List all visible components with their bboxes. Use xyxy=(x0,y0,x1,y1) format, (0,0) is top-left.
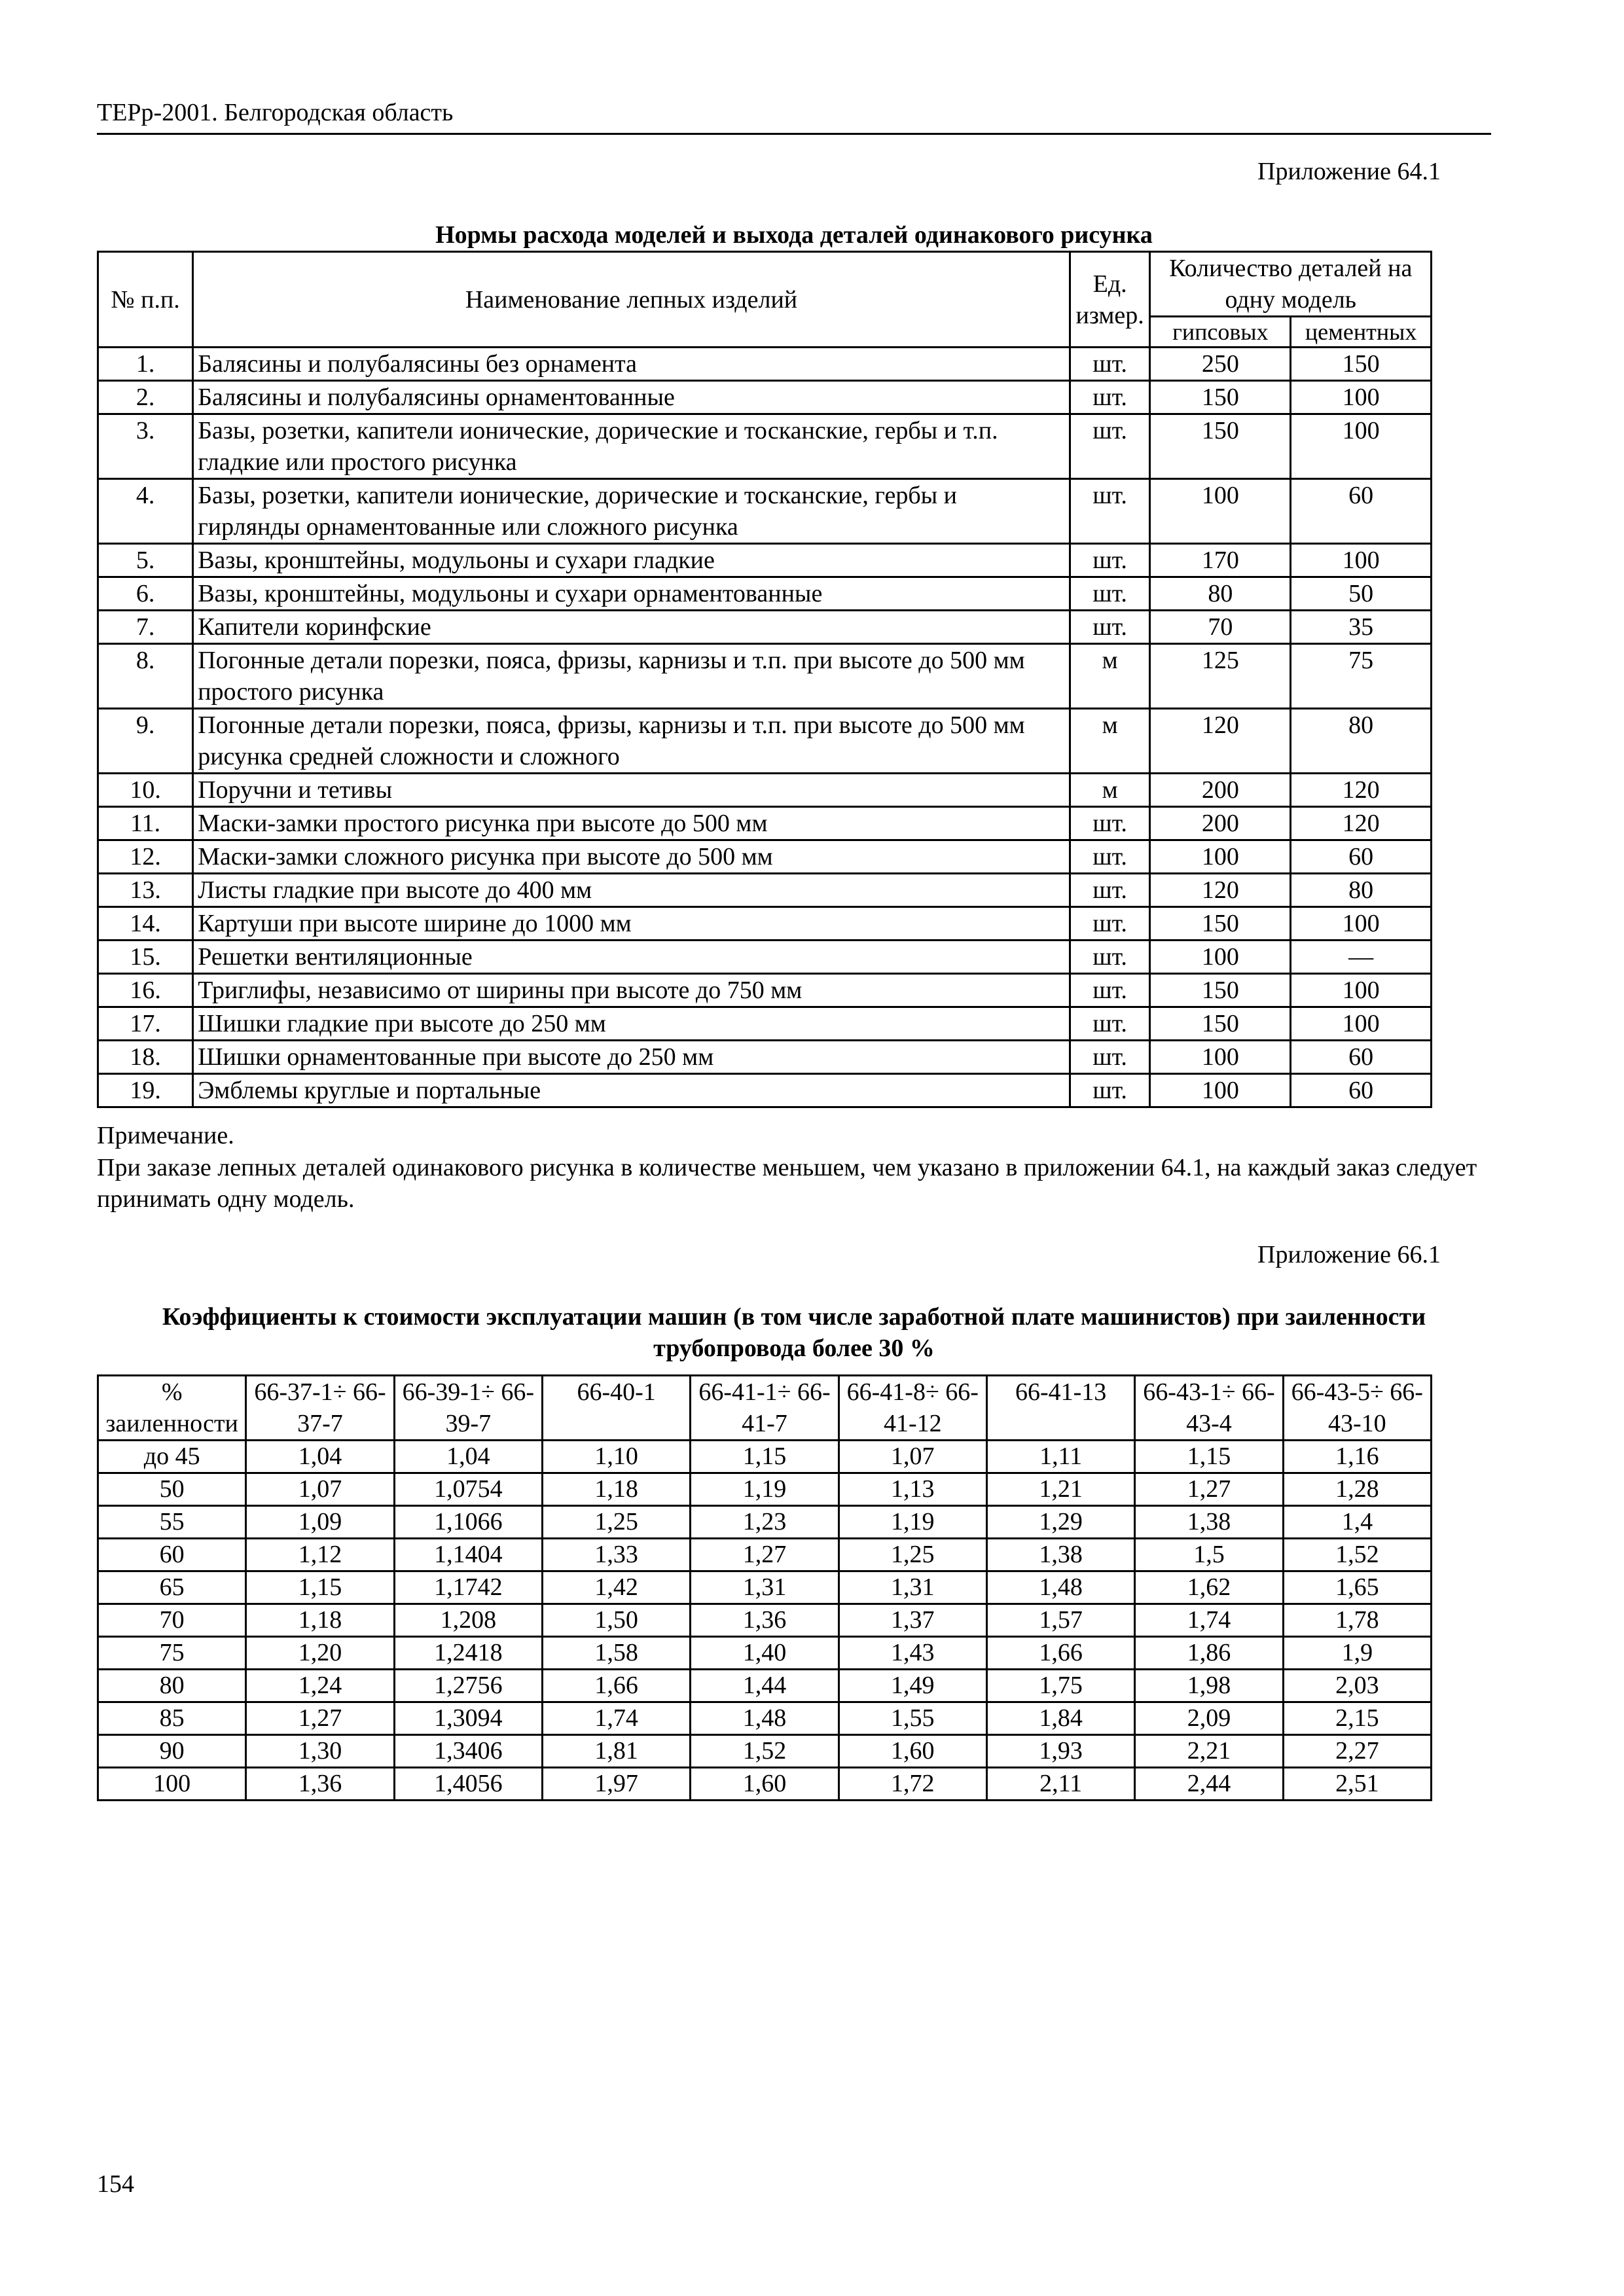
coefficient-cell: 1,11 xyxy=(986,1441,1134,1473)
gypsum-count: 150 xyxy=(1150,414,1291,479)
appendix-64-1-label: Приложение 64.1 xyxy=(1257,158,1441,185)
row-number: 16. xyxy=(98,974,193,1007)
item-name: Шишки гладкие при высоте до 250 мм xyxy=(193,1007,1070,1041)
unit-cell: шт. xyxy=(1070,611,1150,644)
coefficient-cell: 1,28 xyxy=(1283,1473,1431,1506)
unit-cell: шт. xyxy=(1070,381,1150,414)
silting-percent: 70 xyxy=(98,1604,246,1637)
coefficient-cell: 2,03 xyxy=(1283,1670,1431,1702)
table-row xyxy=(98,1473,1432,1506)
row-number: 2. xyxy=(98,381,193,414)
table-row xyxy=(98,941,1432,974)
coefficient-cell: 1,58 xyxy=(542,1637,690,1670)
coefficient-cell: 1,74 xyxy=(1135,1604,1283,1637)
row-number: 8. xyxy=(98,644,193,709)
item-name: Поручни и тетивы xyxy=(193,774,1070,807)
cement-count: — xyxy=(1291,941,1432,974)
page-number: 154 xyxy=(97,2170,134,2198)
table-row xyxy=(98,381,1432,414)
table-row xyxy=(98,348,1432,381)
coefficient-cell: 1,33 xyxy=(542,1539,690,1571)
coefficient-cell: 1,2756 xyxy=(394,1670,542,1702)
coef-col-header: 66-41-8÷ 66-41-12 xyxy=(839,1376,986,1441)
coefficient-cell: 2,27 xyxy=(1283,1735,1431,1768)
row-number: 9. xyxy=(98,709,193,774)
table-row xyxy=(98,479,1432,544)
coefficient-cell: 1,57 xyxy=(986,1604,1134,1637)
gypsum-count: 250 xyxy=(1150,348,1291,381)
coefficient-cell: 1,43 xyxy=(839,1637,986,1670)
item-name: Вазы, кронштейны, модульоны и сухари орнаментованные xyxy=(193,577,1070,611)
coefficient-cell: 1,37 xyxy=(839,1604,986,1637)
item-name: Вазы, кронштейны, модульоны и сухари гладкие xyxy=(193,544,1070,577)
coefficient-cell: 1,98 xyxy=(1135,1670,1283,1702)
cement-count: 100 xyxy=(1291,381,1432,414)
coefficient-cell: 1,18 xyxy=(246,1604,394,1637)
coefficient-cell: 1,15 xyxy=(691,1441,839,1473)
coefficient-cell: 1,36 xyxy=(691,1604,839,1637)
table-row xyxy=(98,1702,1432,1735)
table-row xyxy=(98,907,1432,941)
cement-count: 100 xyxy=(1291,544,1432,577)
coefficient-cell: 1,13 xyxy=(839,1473,986,1506)
coefficient-cell: 1,24 xyxy=(246,1670,394,1702)
coef-col-header: 66-40-1 xyxy=(542,1376,690,1441)
cement-count: 60 xyxy=(1291,479,1432,544)
unit-cell: шт. xyxy=(1070,577,1150,611)
gypsum-count: 80 xyxy=(1150,577,1291,611)
unit-cell: м xyxy=(1070,644,1150,709)
coefficient-cell: 1,16 xyxy=(1283,1441,1431,1473)
cement-count: 100 xyxy=(1291,414,1432,479)
coefficient-cell: 1,40 xyxy=(691,1637,839,1670)
coef-col-header: 66-43-1÷ 66-43-4 xyxy=(1135,1376,1283,1441)
row-number: 1. xyxy=(98,348,193,381)
row-number: 17. xyxy=(98,1007,193,1041)
coefficient-cell: 1,78 xyxy=(1283,1604,1431,1637)
norms-table-body xyxy=(98,348,1432,1107)
gypsum-count: 150 xyxy=(1150,1007,1291,1041)
coefficient-cell: 1,15 xyxy=(1135,1441,1283,1473)
coefficients-header-row xyxy=(98,1376,1432,1441)
cement-count: 100 xyxy=(1291,907,1432,941)
table-row xyxy=(98,1539,1432,1571)
coefficient-cell: 1,66 xyxy=(986,1637,1134,1670)
unit-cell: шт. xyxy=(1070,414,1150,479)
header-divider xyxy=(97,133,1491,135)
coefficient-cell: 1,27 xyxy=(691,1539,839,1571)
col-header-quantity: Количество деталей на одну модель xyxy=(1150,252,1432,317)
gypsum-count: 150 xyxy=(1150,381,1291,414)
coefficient-cell: 1,0754 xyxy=(394,1473,542,1506)
coefficient-cell: 1,07 xyxy=(246,1473,394,1506)
coefficient-cell: 2,44 xyxy=(1135,1768,1283,1801)
coef-col-header: % заиленности xyxy=(98,1376,246,1441)
unit-cell: шт. xyxy=(1070,907,1150,941)
cement-count: 60 xyxy=(1291,840,1432,874)
gypsum-count: 100 xyxy=(1150,840,1291,874)
silting-percent: 80 xyxy=(98,1670,246,1702)
item-name: Эмблемы круглые и портальные xyxy=(193,1074,1070,1107)
coefficient-cell: 1,25 xyxy=(542,1506,690,1539)
cement-count: 100 xyxy=(1291,1007,1432,1041)
table-row xyxy=(98,1571,1432,1604)
coefficient-cell: 1,19 xyxy=(691,1473,839,1506)
coefficient-cell: 1,97 xyxy=(542,1768,690,1801)
unit-cell: м xyxy=(1070,709,1150,774)
cement-count: 35 xyxy=(1291,611,1432,644)
silting-percent: 85 xyxy=(98,1702,246,1735)
table-row xyxy=(98,544,1432,577)
table-row xyxy=(98,611,1432,644)
coefficient-cell: 1,10 xyxy=(542,1441,690,1473)
coefficient-cell: 1,18 xyxy=(542,1473,690,1506)
cement-count: 60 xyxy=(1291,1074,1432,1107)
silting-percent: 50 xyxy=(98,1473,246,1506)
table-row xyxy=(98,1670,1432,1702)
coefficient-cell: 1,21 xyxy=(986,1473,1134,1506)
unit-cell: шт. xyxy=(1070,840,1150,874)
coefficient-cell: 1,38 xyxy=(1135,1506,1283,1539)
gypsum-count: 120 xyxy=(1150,874,1291,907)
col-header-name: Наименование лепных изделий xyxy=(193,252,1070,348)
table-row xyxy=(98,1768,1432,1801)
gypsum-count: 100 xyxy=(1150,479,1291,544)
unit-cell: м xyxy=(1070,774,1150,807)
table-row xyxy=(98,1041,1432,1074)
coefficient-cell: 1,2418 xyxy=(394,1637,542,1670)
col-header-number: № п.п. xyxy=(98,252,193,348)
item-name: Листы гладкие при высоте до 400 мм xyxy=(193,874,1070,907)
unit-cell: шт. xyxy=(1070,807,1150,840)
table-row xyxy=(98,709,1432,774)
row-number: 11. xyxy=(98,807,193,840)
coefficient-cell: 1,23 xyxy=(691,1506,839,1539)
item-name: Маски-замки сложного рисунка при высоте до 500 мм xyxy=(193,840,1070,874)
coefficient-cell: 1,3094 xyxy=(394,1702,542,1735)
silting-percent: 60 xyxy=(98,1539,246,1571)
coefficient-cell: 1,72 xyxy=(839,1768,986,1801)
item-name: Решетки вентиляционные xyxy=(193,941,1070,974)
silting-percent: 55 xyxy=(98,1506,246,1539)
table-64-1-title: Нормы расхода моделей и выхода деталей одинакового рисунка xyxy=(435,221,1153,249)
coefficient-cell: 1,55 xyxy=(839,1702,986,1735)
item-name: Картуши при высоте ширине до 1000 мм xyxy=(193,907,1070,941)
table-row xyxy=(98,1637,1432,1670)
coefficient-cell: 1,27 xyxy=(246,1702,394,1735)
coefficient-cell: 1,49 xyxy=(839,1670,986,1702)
coefficient-cell: 1,44 xyxy=(691,1670,839,1702)
coefficient-cell: 1,84 xyxy=(986,1702,1134,1735)
running-header: ТЕРр-2001. Белгородская область xyxy=(97,99,454,126)
coefficient-cell: 1,04 xyxy=(246,1441,394,1473)
row-number: 14. xyxy=(98,907,193,941)
unit-cell: шт. xyxy=(1070,544,1150,577)
table-row xyxy=(98,807,1432,840)
coefficient-cell: 1,208 xyxy=(394,1604,542,1637)
coefficient-cell: 1,48 xyxy=(986,1571,1134,1604)
silting-percent: до 45 xyxy=(98,1441,246,1473)
coefficient-cell: 1,31 xyxy=(691,1571,839,1604)
coefficient-cell: 2,21 xyxy=(1135,1735,1283,1768)
coefficient-cell: 1,09 xyxy=(246,1506,394,1539)
gypsum-count: 70 xyxy=(1150,611,1291,644)
unit-cell: шт. xyxy=(1070,1007,1150,1041)
gypsum-count: 100 xyxy=(1150,941,1291,974)
item-name: Балясины и полубалясины орнаментованные xyxy=(193,381,1070,414)
unit-cell: шт. xyxy=(1070,348,1150,381)
item-name: Погонные детали порезки, пояса, фризы, карнизы и т.п. при высоте до 500 мм рисунка средней сложности и сложного xyxy=(193,709,1070,774)
gypsum-count: 200 xyxy=(1150,774,1291,807)
coefficient-cell: 1,86 xyxy=(1135,1637,1283,1670)
coefficient-cell: 1,60 xyxy=(839,1735,986,1768)
coefficient-cell: 1,04 xyxy=(394,1441,542,1473)
coefficients-table-body xyxy=(98,1441,1432,1801)
coefficient-cell: 1,25 xyxy=(839,1539,986,1571)
coefficient-cell: 1,31 xyxy=(839,1571,986,1604)
note-label: Примечание. xyxy=(97,1122,234,1149)
table-row xyxy=(98,1506,1432,1539)
table-row xyxy=(98,577,1432,611)
coefficient-cell: 1,42 xyxy=(542,1571,690,1604)
coefficient-cell: 1,30 xyxy=(246,1735,394,1768)
coefficient-cell: 1,27 xyxy=(1135,1473,1283,1506)
row-number: 15. xyxy=(98,941,193,974)
row-number: 3. xyxy=(98,414,193,479)
cement-count: 60 xyxy=(1291,1041,1432,1074)
coefficient-cell: 1,20 xyxy=(246,1637,394,1670)
item-name: Шишки орнаментованные при высоте до 250 мм xyxy=(193,1041,1070,1074)
table-row xyxy=(98,874,1432,907)
table-row xyxy=(98,1604,1432,1637)
unit-cell: шт. xyxy=(1070,974,1150,1007)
row-number: 4. xyxy=(98,479,193,544)
row-number: 19. xyxy=(98,1074,193,1107)
item-name: Базы, розетки, капители ионические, дорические и тосканские, гербы и т.п. гладкие или простого рисунка xyxy=(193,414,1070,479)
col-header-cement: цементных xyxy=(1291,317,1432,348)
row-number: 18. xyxy=(98,1041,193,1074)
coef-col-header: 66-37-1÷ 66-37-7 xyxy=(246,1376,394,1441)
coefficient-cell: 1,3406 xyxy=(394,1735,542,1768)
gypsum-count: 100 xyxy=(1150,1074,1291,1107)
table-row xyxy=(98,774,1432,807)
coefficient-cell: 1,75 xyxy=(986,1670,1134,1702)
coefficient-cell: 2,51 xyxy=(1283,1768,1431,1801)
table-row xyxy=(98,414,1432,479)
coefficient-cell: 1,50 xyxy=(542,1604,690,1637)
coefficient-cell: 1,38 xyxy=(986,1539,1134,1571)
item-name: Маски-замки простого рисунка при высоте до 500 мм xyxy=(193,807,1070,840)
row-number: 6. xyxy=(98,577,193,611)
cement-count: 80 xyxy=(1291,709,1432,774)
row-number: 7. xyxy=(98,611,193,644)
cement-count: 50 xyxy=(1291,577,1432,611)
coefficient-cell: 1,1742 xyxy=(394,1571,542,1604)
coefficient-cell: 1,1404 xyxy=(394,1539,542,1571)
coefficient-cell: 1,19 xyxy=(839,1506,986,1539)
silting-percent: 90 xyxy=(98,1735,246,1768)
item-name: Капители коринфские xyxy=(193,611,1070,644)
cement-count: 150 xyxy=(1291,348,1432,381)
gypsum-count: 150 xyxy=(1150,974,1291,1007)
unit-cell: шт. xyxy=(1070,941,1150,974)
gypsum-count: 100 xyxy=(1150,1041,1291,1074)
norms-table xyxy=(97,251,1432,1108)
coefficient-cell: 1,5 xyxy=(1135,1539,1283,1571)
coefficient-cell: 1,74 xyxy=(542,1702,690,1735)
unit-cell: шт. xyxy=(1070,1041,1150,1074)
gypsum-count: 150 xyxy=(1150,907,1291,941)
appendix-66-1-label: Приложение 66.1 xyxy=(1257,1241,1441,1268)
coefficient-cell: 1,81 xyxy=(542,1735,690,1768)
coefficient-cell: 1,4 xyxy=(1283,1506,1431,1539)
gypsum-count: 120 xyxy=(1150,709,1291,774)
table-row xyxy=(98,1007,1432,1041)
row-number: 10. xyxy=(98,774,193,807)
table-row xyxy=(98,1074,1432,1107)
col-header-gypsum: гипсовых xyxy=(1150,317,1291,348)
item-name: Базы, розетки, капители ионические, дорические и тосканские, гербы и гирлянды орнаментованные или сложного рисунка xyxy=(193,479,1070,544)
coefficient-cell: 1,12 xyxy=(246,1539,394,1571)
silting-percent: 65 xyxy=(98,1571,246,1604)
gypsum-count: 200 xyxy=(1150,807,1291,840)
table-row xyxy=(98,644,1432,709)
coef-col-header: 66-43-5÷ 66-43-10 xyxy=(1283,1376,1431,1441)
row-number: 12. xyxy=(98,840,193,874)
coefficient-cell: 1,36 xyxy=(246,1768,394,1801)
coefficient-cell: 1,62 xyxy=(1135,1571,1283,1604)
coef-col-header: 66-41-1÷ 66-41-7 xyxy=(691,1376,839,1441)
cement-count: 75 xyxy=(1291,644,1432,709)
coefficient-cell: 1,1066 xyxy=(394,1506,542,1539)
coefficient-cell: 1,60 xyxy=(691,1768,839,1801)
gypsum-count: 170 xyxy=(1150,544,1291,577)
coefficient-cell: 1,48 xyxy=(691,1702,839,1735)
coefficient-cell: 1,52 xyxy=(691,1735,839,1768)
unit-cell: шт. xyxy=(1070,874,1150,907)
gypsum-count: 125 xyxy=(1150,644,1291,709)
coefficient-cell: 1,66 xyxy=(542,1670,690,1702)
item-name: Балясины и полубалясины без орнамента xyxy=(193,348,1070,381)
coefficient-cell: 1,15 xyxy=(246,1571,394,1604)
table-row xyxy=(98,1735,1432,1768)
unit-cell: шт. xyxy=(1070,479,1150,544)
coefficient-cell: 1,52 xyxy=(1283,1539,1431,1571)
coefficient-cell: 1,4056 xyxy=(394,1768,542,1801)
coefficient-cell: 1,9 xyxy=(1283,1637,1431,1670)
silting-percent: 100 xyxy=(98,1768,246,1801)
table-66-1-title: Коэффициенты к стоимости эксплуатации машин (в том числе заработной плате машинистов) при заиленности трубопровода более 30 % xyxy=(162,1303,1426,1362)
coefficient-cell: 2,15 xyxy=(1283,1702,1431,1735)
row-number: 5. xyxy=(98,544,193,577)
item-name: Погонные детали порезки, пояса, фризы, карнизы и т.п. при высоте до 500 мм простого рисунка xyxy=(193,644,1070,709)
coef-col-header: 66-41-13 xyxy=(986,1376,1134,1441)
coefficient-cell: 1,29 xyxy=(986,1506,1134,1539)
table-row xyxy=(98,1441,1432,1473)
coefficient-cell: 2,09 xyxy=(1135,1702,1283,1735)
cement-count: 100 xyxy=(1291,974,1432,1007)
col-header-unit: Ед. измер. xyxy=(1070,252,1150,348)
table-row xyxy=(98,840,1432,874)
silting-percent: 75 xyxy=(98,1637,246,1670)
coefficient-cell: 2,11 xyxy=(986,1768,1134,1801)
cement-count: 120 xyxy=(1291,774,1432,807)
cement-count: 80 xyxy=(1291,874,1432,907)
table-row xyxy=(98,974,1432,1007)
cement-count: 120 xyxy=(1291,807,1432,840)
coefficient-cell: 1,07 xyxy=(839,1441,986,1473)
row-number: 13. xyxy=(98,874,193,907)
coef-col-header: 66-39-1÷ 66-39-7 xyxy=(394,1376,542,1441)
coefficients-table xyxy=(97,1374,1432,1801)
coefficient-cell: 1,93 xyxy=(986,1735,1134,1768)
coefficient-cell: 1,65 xyxy=(1283,1571,1431,1604)
note-text: При заказе лепных деталей одинакового рисунка в количестве меньшем, чем указано в приложении 64.1, на каждый заказ следует принимать одну модель. xyxy=(97,1154,1477,1213)
item-name: Триглифы, независимо от ширины при высоте до 750 мм xyxy=(193,974,1070,1007)
unit-cell: шт. xyxy=(1070,1074,1150,1107)
